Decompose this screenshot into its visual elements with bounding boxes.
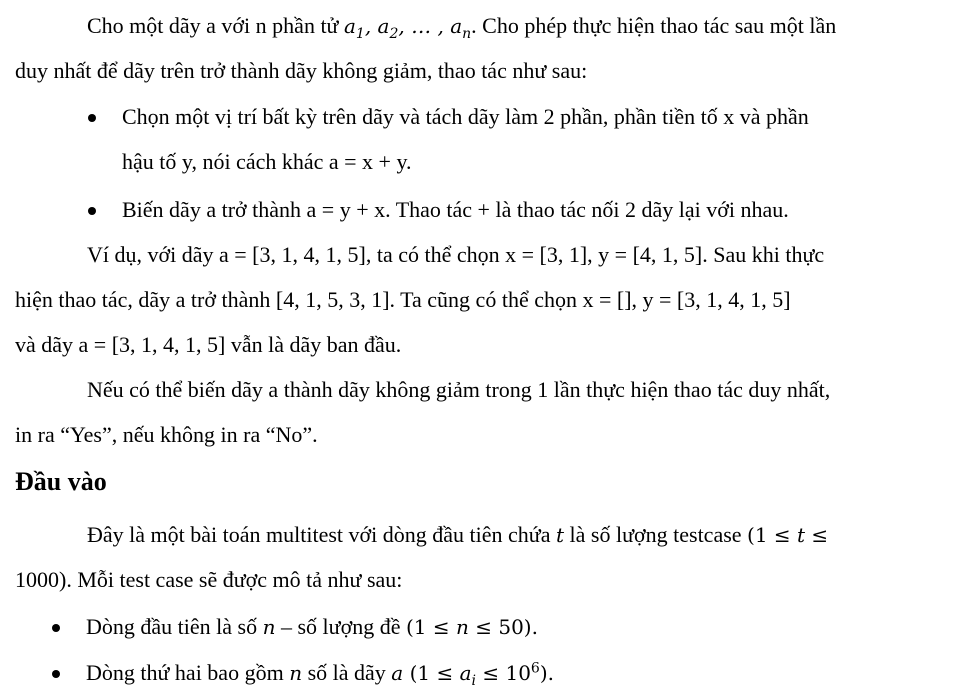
var-n: n <box>289 661 303 685</box>
section-heading-input: Đầu vào <box>15 467 107 496</box>
var-t: t <box>555 523 565 547</box>
bullet-icon <box>52 670 60 678</box>
para4-line2: 1000). Mỗi test case sẽ được mô tả như sau: <box>15 567 403 592</box>
bullet-icon <box>52 624 60 632</box>
bullet1-line2: hậu tố y, nói cách khác a = x + y. <box>122 149 412 174</box>
bullet1-line1: Chọn một vị trí bất kỳ trên dãy và tách dãy làm 2 phần, phần tiền tố x và phần <box>122 104 809 129</box>
var-n: n <box>262 615 276 639</box>
bullet3-line1: Dòng đầu tiên là số n – số lượng đề (1 ≤ n ≤ 50). <box>86 614 538 639</box>
para3-line2: in ra “Yes”, nếu không in ra “No”. <box>15 422 318 447</box>
bullet4-line1: Dòng thứ hai bao gồm n số là dãy a $(1 \le a_i \le 10^6)$. <box>86 660 555 689</box>
para2-line2: hiện thao tác, dãy a trở thành [4, 1, 5, 3, 1]. Ta cũng có thể chọn x = [], y = [3, 1, 4, 1, 5] <box>15 287 791 312</box>
sequence-notation: $a_1$, $a_2$, … , $a_n$ <box>343 14 472 42</box>
bullet-icon <box>88 114 96 122</box>
para1-line1: Cho một dãy a với n phần tử $a_1$, $a_2$, … , $a_n$. Cho phép thực hiện thao tác sau một lần <box>87 13 837 42</box>
constraint-a: $(1 \le a_i \le 10^6)$. <box>403 660 555 689</box>
constraint-t-start: (1 ≤ t ≤ <box>747 523 829 547</box>
para3-line1: Nếu có thể biến dãy a thành dãy không giảm trong 1 lần thực hiện thao tác duy nhất, <box>87 377 831 402</box>
para2-line1: Ví dụ, với dãy a = [3, 1, 4, 1, 5], ta có thể chọn x = [3, 1], y = [4, 1, 5]. Sau khi thực <box>87 242 825 267</box>
var-a: a <box>391 661 404 685</box>
para1-line2: duy nhất để dãy trên trở thành dãy không giảm, thao tác như sau: <box>15 58 588 83</box>
para4-line1: Đây là một bài toán multitest với dòng đầu tiên chứa t là số lượng testcase (1 ≤ t ≤ <box>87 522 829 547</box>
para2-line3: và dãy a = [3, 1, 4, 1, 5] vẫn là dãy ban đầu. <box>15 332 402 357</box>
constraint-n: (1 ≤ n ≤ 50). <box>405 615 538 639</box>
bullet2-line1: Biến dãy a trở thành a = y + x. Thao tác + là thao tác nối 2 dãy lại với nhau. <box>122 197 789 222</box>
bullet-icon <box>88 207 96 215</box>
